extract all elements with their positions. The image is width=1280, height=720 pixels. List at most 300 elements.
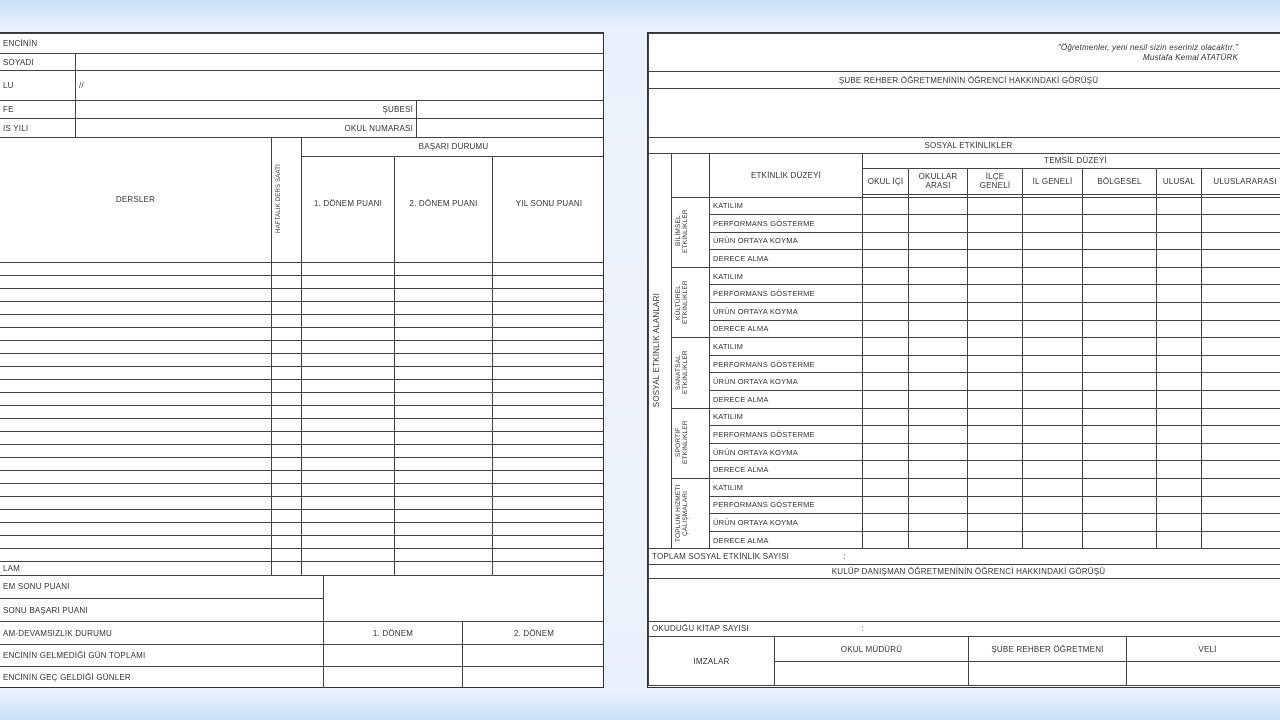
grade-cell bbox=[302, 366, 395, 379]
activity-level-cell bbox=[968, 232, 1023, 250]
category-cell bbox=[672, 479, 710, 549]
activity-level-cell bbox=[968, 303, 1023, 321]
activity-level-cell bbox=[863, 338, 909, 356]
guidance-signature bbox=[969, 662, 1127, 686]
grade-cell bbox=[272, 327, 302, 340]
activity-level-cell bbox=[909, 338, 968, 356]
activity-level-cell bbox=[1157, 373, 1202, 391]
activity-level-cell bbox=[1083, 232, 1157, 250]
grade-cell bbox=[302, 405, 395, 418]
grade-row bbox=[0, 353, 604, 366]
activity-row bbox=[649, 285, 1280, 303]
activity-level-cell bbox=[863, 303, 909, 321]
grade-cell bbox=[272, 366, 302, 379]
attendance-term1: 1. DÖNEM bbox=[324, 622, 463, 645]
activity-level-cell bbox=[1202, 514, 1280, 532]
category-header-blank bbox=[672, 154, 710, 197]
activity-level-cell bbox=[1202, 267, 1280, 285]
activity-level-cell bbox=[1083, 496, 1157, 514]
activity-level-cell bbox=[1157, 514, 1202, 532]
activity-level-cell bbox=[1083, 408, 1157, 426]
activity-level-cell bbox=[863, 479, 909, 497]
grade-cell bbox=[395, 262, 493, 275]
activity-level-cell bbox=[968, 373, 1023, 391]
late-term1 bbox=[324, 667, 463, 689]
activity-row bbox=[649, 426, 1280, 444]
activity-name: KATILIM bbox=[710, 197, 863, 215]
grade-cell bbox=[272, 496, 302, 509]
activity-level-cell bbox=[1083, 320, 1157, 338]
activity-level-cell bbox=[968, 461, 1023, 479]
grade-cell bbox=[493, 353, 605, 366]
activity-level-cell bbox=[1157, 531, 1202, 549]
grade-cell bbox=[302, 379, 395, 392]
social-body bbox=[649, 154, 1280, 549]
activity-level-cell bbox=[909, 232, 968, 250]
grade-cell bbox=[0, 444, 272, 457]
activity-name: KATILIM bbox=[710, 479, 863, 497]
activity-level-cell bbox=[1083, 426, 1157, 444]
grade-cell bbox=[302, 392, 395, 405]
grade-cell bbox=[0, 327, 272, 340]
activity-level-cell bbox=[863, 250, 909, 268]
activity-level-cell bbox=[968, 250, 1023, 268]
activity-level-cell bbox=[1023, 514, 1083, 532]
grade-cell bbox=[493, 535, 605, 548]
activity-level-cell bbox=[1083, 355, 1157, 373]
representation-level-4: BÖLGESEL bbox=[1083, 168, 1157, 194]
activity-row bbox=[649, 303, 1280, 321]
representation-header: TEMSİL DÜZEYİ bbox=[863, 154, 1280, 168]
grade-cell bbox=[302, 483, 395, 496]
club-title: KULÜP DANIŞMAN ÖĞRETMENİNİN ÖĞRENCİ HAKKINDAKİ GÖRÜŞÜ bbox=[649, 564, 1280, 578]
activity-level-cell bbox=[1202, 373, 1280, 391]
activity-level-cell bbox=[1157, 338, 1202, 356]
activity-level-cell bbox=[1083, 267, 1157, 285]
activity-row bbox=[649, 267, 1280, 285]
absent-term1 bbox=[324, 645, 463, 667]
activity-row bbox=[649, 408, 1280, 426]
grade-row bbox=[0, 392, 604, 405]
social-activities-title: SOSYAL ETKİNLİKLER bbox=[649, 138, 1280, 154]
activity-name: KATILIM bbox=[710, 267, 863, 285]
grade-cell bbox=[302, 275, 395, 288]
activity-level-cell bbox=[1023, 215, 1083, 233]
grade-cell bbox=[0, 496, 272, 509]
activity-level-cell bbox=[1023, 250, 1083, 268]
representation-level-6: ULUSLARARASI bbox=[1202, 168, 1280, 194]
activity-level-cell bbox=[863, 496, 909, 514]
activity-name: DERECE ALMA bbox=[710, 320, 863, 338]
activity-level-cell bbox=[968, 285, 1023, 303]
student-info-table bbox=[0, 33, 604, 138]
grade-cell bbox=[302, 314, 395, 327]
activity-level-cell bbox=[863, 426, 909, 444]
grade-cell bbox=[272, 340, 302, 353]
grade-row bbox=[0, 457, 604, 470]
activity-level-cell bbox=[1023, 355, 1083, 373]
late-days-label: ENCİNİN GEÇ GELDİĞİ GÜNLER bbox=[0, 667, 324, 689]
grade-cell bbox=[302, 353, 395, 366]
absent-term2 bbox=[463, 645, 605, 667]
activity-level-cell bbox=[863, 461, 909, 479]
grades-table bbox=[0, 138, 604, 576]
grade-cell bbox=[395, 405, 493, 418]
grade-cell bbox=[395, 522, 493, 535]
activity-level-cell bbox=[1023, 373, 1083, 391]
activity-level-cell bbox=[1202, 426, 1280, 444]
activity-level-cell bbox=[1157, 461, 1202, 479]
grade-cell bbox=[395, 457, 493, 470]
activity-row bbox=[649, 461, 1280, 479]
grade-cell bbox=[493, 548, 605, 561]
activity-row bbox=[649, 514, 1280, 532]
activity-level-cell bbox=[1157, 267, 1202, 285]
grade-cell bbox=[272, 522, 302, 535]
grade-cell bbox=[493, 457, 605, 470]
books-label: OKUDUĞU KİTAP SAYISI bbox=[652, 624, 749, 634]
grade-cell bbox=[0, 379, 272, 392]
areas-label: SOSYAL ETKİNLİK ALANLARI bbox=[652, 293, 661, 408]
areas-cell bbox=[649, 154, 672, 549]
grade-row bbox=[0, 301, 604, 314]
right-report-page bbox=[647, 32, 1280, 688]
grade-cell bbox=[0, 431, 272, 444]
student-header: ENCİNİN bbox=[0, 34, 604, 54]
category-cell bbox=[672, 267, 710, 337]
grade-cell bbox=[0, 340, 272, 353]
activity-level-cell bbox=[1023, 320, 1083, 338]
branch-value bbox=[417, 101, 605, 119]
activity-level-cell bbox=[1202, 303, 1280, 321]
activity-level-cell bbox=[1202, 320, 1280, 338]
activity-level-cell bbox=[968, 479, 1023, 497]
signatures-label: İMZALAR bbox=[649, 637, 775, 686]
grade-cell bbox=[302, 496, 395, 509]
activity-name: DERECE ALMA bbox=[710, 391, 863, 409]
grades-total-label: LAM bbox=[0, 561, 272, 575]
activity-level-cell bbox=[1023, 338, 1083, 356]
grade-cell bbox=[493, 483, 605, 496]
activity-level-cell bbox=[968, 426, 1023, 444]
grade-cell bbox=[302, 301, 395, 314]
activity-name: ÜRÜN ORTAYA KOYMA bbox=[710, 232, 863, 250]
grade-cell bbox=[0, 483, 272, 496]
grade-cell bbox=[493, 314, 605, 327]
grade-cell bbox=[302, 535, 395, 548]
activity-level-cell bbox=[1023, 461, 1083, 479]
activity-level-cell bbox=[1083, 285, 1157, 303]
activity-name: PERFORMANS GÖSTERME bbox=[710, 355, 863, 373]
activity-level-cell bbox=[909, 250, 968, 268]
grade-row bbox=[0, 535, 604, 548]
grade-row bbox=[0, 275, 604, 288]
score-value bbox=[324, 576, 605, 622]
activity-row bbox=[649, 232, 1280, 250]
weekly-hours-header bbox=[272, 138, 302, 262]
books-sep: : bbox=[861, 624, 864, 634]
grade-cell bbox=[395, 431, 493, 444]
grade-cell bbox=[0, 457, 272, 470]
late-term2 bbox=[463, 667, 605, 689]
grade-cell bbox=[272, 431, 302, 444]
activity-row bbox=[649, 320, 1280, 338]
activity-level-cell bbox=[909, 443, 968, 461]
grade-cell bbox=[395, 470, 493, 483]
left-report-page bbox=[0, 32, 604, 688]
activity-name: KATILIM bbox=[710, 338, 863, 356]
activity-level-cell bbox=[1202, 443, 1280, 461]
activity-level-cell bbox=[1202, 531, 1280, 549]
activity-level-header: ETKİNLİK DÜZEYİ bbox=[710, 154, 863, 197]
grade-cell bbox=[0, 470, 272, 483]
total-cell bbox=[395, 561, 493, 575]
school-number-value bbox=[417, 119, 605, 138]
total-social-sep: : bbox=[843, 552, 846, 562]
grade-cell bbox=[272, 379, 302, 392]
activity-level-cell bbox=[1157, 479, 1202, 497]
grade-cell bbox=[272, 392, 302, 405]
activity-row bbox=[649, 355, 1280, 373]
activity-level-cell bbox=[1202, 461, 1280, 479]
activity-level-cell bbox=[968, 267, 1023, 285]
activity-level-cell bbox=[1202, 391, 1280, 409]
grade-row bbox=[0, 314, 604, 327]
activity-level-cell bbox=[909, 197, 968, 215]
activity-level-cell bbox=[863, 215, 909, 233]
grade-cell bbox=[395, 379, 493, 392]
grade-cell bbox=[272, 548, 302, 561]
grade-row bbox=[0, 262, 604, 275]
activity-level-cell bbox=[909, 267, 968, 285]
activity-level-cell bbox=[1157, 285, 1202, 303]
activity-level-cell bbox=[863, 443, 909, 461]
activity-name: DERECE ALMA bbox=[710, 531, 863, 549]
grade-cell bbox=[395, 483, 493, 496]
grade-cell bbox=[0, 509, 272, 522]
activity-name: DERECE ALMA bbox=[710, 461, 863, 479]
activity-level-cell bbox=[1202, 285, 1280, 303]
success-header: BAŞARI DURUMU bbox=[302, 138, 605, 156]
grade-cell bbox=[0, 288, 272, 301]
activity-level-cell bbox=[968, 514, 1023, 532]
grade-cell bbox=[395, 288, 493, 301]
activity-level-cell bbox=[1083, 215, 1157, 233]
total-social-row bbox=[649, 549, 1280, 564]
activity-level-cell bbox=[1023, 391, 1083, 409]
grade-cell bbox=[0, 418, 272, 431]
term2-header: 2. DÖNEM PUANI bbox=[395, 156, 493, 262]
activity-level-cell bbox=[968, 338, 1023, 356]
grade-cell bbox=[272, 470, 302, 483]
attendance-table bbox=[0, 576, 604, 689]
activity-level-cell bbox=[909, 373, 968, 391]
grade-cell bbox=[272, 535, 302, 548]
grade-row bbox=[0, 470, 604, 483]
activity-level-cell bbox=[863, 267, 909, 285]
grade-cell bbox=[0, 275, 272, 288]
activity-level-cell bbox=[1023, 197, 1083, 215]
activity-level-cell bbox=[968, 197, 1023, 215]
category-cell bbox=[672, 197, 710, 267]
grade-cell bbox=[272, 275, 302, 288]
grade-cell bbox=[302, 327, 395, 340]
grade-cell bbox=[272, 301, 302, 314]
grade-cell bbox=[493, 418, 605, 431]
guidance-title: ŞUBE REHBER ÖĞRETMENİNİN ÖĞRENCİ HAKKINDAKİ GÖRÜŞÜ bbox=[649, 72, 1280, 89]
grade-cell bbox=[395, 418, 493, 431]
grade-cell bbox=[272, 314, 302, 327]
grade-cell bbox=[395, 275, 493, 288]
school-number-label: OKUL NUMARASI bbox=[76, 119, 417, 138]
term1-header: 1. DÖNEM PUANI bbox=[302, 156, 395, 262]
grade-cell bbox=[0, 314, 272, 327]
principal-label: OKUL MÜDÜRÜ bbox=[775, 637, 969, 662]
activity-level-cell bbox=[863, 232, 909, 250]
activity-row bbox=[649, 479, 1280, 497]
grade-cell bbox=[302, 288, 395, 301]
total-cell bbox=[302, 561, 395, 575]
activity-level-cell bbox=[1157, 232, 1202, 250]
activity-level-cell bbox=[1023, 408, 1083, 426]
grade-cell bbox=[493, 392, 605, 405]
activity-name: ÜRÜN ORTAYA KOYMA bbox=[710, 373, 863, 391]
parent-label: VELİ bbox=[1127, 637, 1280, 662]
activity-level-cell bbox=[1083, 303, 1157, 321]
grade-row bbox=[0, 431, 604, 444]
signatures-table bbox=[648, 637, 1280, 687]
activity-row bbox=[649, 496, 1280, 514]
activity-level-cell bbox=[1023, 531, 1083, 549]
grade-cell bbox=[493, 509, 605, 522]
activity-level-cell bbox=[1083, 373, 1157, 391]
grade-cell bbox=[395, 353, 493, 366]
representation-level-2: İLÇE GENELİ bbox=[968, 168, 1023, 194]
activity-level-cell bbox=[909, 426, 968, 444]
activity-level-cell bbox=[1083, 197, 1157, 215]
guidance-teacher-label: ŞUBE REHBER ÖĞRETMENİ bbox=[969, 637, 1127, 662]
grade-cell bbox=[493, 262, 605, 275]
activity-level-cell bbox=[968, 391, 1023, 409]
grade-row bbox=[0, 522, 604, 535]
activity-level-cell bbox=[909, 285, 968, 303]
grade-cell bbox=[272, 509, 302, 522]
grade-cell bbox=[302, 509, 395, 522]
activity-level-cell bbox=[863, 285, 909, 303]
grade-cell bbox=[272, 288, 302, 301]
activity-level-cell bbox=[1083, 461, 1157, 479]
activity-row bbox=[649, 197, 1280, 215]
activity-level-cell bbox=[863, 514, 909, 532]
attendance-term2: 2. DÖNEM bbox=[463, 622, 605, 645]
activity-level-cell bbox=[1083, 391, 1157, 409]
grade-cell bbox=[272, 405, 302, 418]
grade-cell bbox=[0, 353, 272, 366]
category-name: BİLİMSEL ETKİNLİKLER bbox=[675, 209, 689, 254]
club-opinion-area bbox=[649, 578, 1280, 621]
category-name: SANATSAL ETKİNLİKLER bbox=[675, 350, 689, 394]
quote-text: "Öğretmenler, yeni nesil sizin eseriniz olacaktır." bbox=[1057, 42, 1238, 52]
representation-level-1: OKULLAR ARASI bbox=[909, 168, 968, 194]
grade-cell bbox=[0, 262, 272, 275]
grade-rows bbox=[0, 262, 604, 561]
activity-level-cell bbox=[863, 373, 909, 391]
activity-level-cell bbox=[1023, 267, 1083, 285]
activity-level-cell bbox=[1202, 479, 1280, 497]
grade-cell bbox=[302, 522, 395, 535]
grade-row bbox=[0, 366, 604, 379]
activity-level-cell bbox=[1157, 197, 1202, 215]
activity-level-cell bbox=[1023, 496, 1083, 514]
grade-cell bbox=[302, 470, 395, 483]
grade-cell bbox=[302, 262, 395, 275]
activity-level-cell bbox=[1023, 426, 1083, 444]
activity-level-cell bbox=[1023, 285, 1083, 303]
activity-level-cell bbox=[968, 531, 1023, 549]
grade-cell bbox=[493, 470, 605, 483]
activity-level-cell bbox=[968, 443, 1023, 461]
year-label: IS YILI bbox=[0, 119, 76, 138]
activity-level-cell bbox=[909, 408, 968, 426]
grade-cell bbox=[0, 392, 272, 405]
activity-row bbox=[649, 250, 1280, 268]
term-end-score-label: EM SONU PUANI bbox=[0, 576, 324, 599]
activity-level-cell bbox=[909, 215, 968, 233]
surname-label: SOYADI bbox=[0, 54, 76, 71]
grade-cell bbox=[0, 366, 272, 379]
activity-level-cell bbox=[1202, 197, 1280, 215]
grade-cell bbox=[395, 340, 493, 353]
category-cell bbox=[672, 338, 710, 408]
grade-cell bbox=[272, 418, 302, 431]
courses-header: DERSLER bbox=[0, 138, 272, 262]
activity-level-cell bbox=[1023, 479, 1083, 497]
activity-level-cell bbox=[1083, 479, 1157, 497]
representation-level-5: ULUSAL bbox=[1157, 168, 1202, 194]
activity-level-cell bbox=[863, 391, 909, 409]
activity-level-cell bbox=[1157, 250, 1202, 268]
books-row bbox=[649, 621, 1280, 636]
total-cell bbox=[272, 561, 302, 575]
activity-level-cell bbox=[909, 514, 968, 532]
activity-level-cell bbox=[1157, 303, 1202, 321]
activity-name: PERFORMANS GÖSTERME bbox=[710, 215, 863, 233]
activity-level-cell bbox=[1157, 443, 1202, 461]
quote-author: Mustafa Kemal ATATÜRK bbox=[1142, 52, 1238, 62]
activity-row bbox=[649, 531, 1280, 549]
activity-level-cell bbox=[1202, 232, 1280, 250]
grade-cell bbox=[0, 522, 272, 535]
activity-level-cell bbox=[1202, 408, 1280, 426]
birth-value: // bbox=[76, 71, 605, 101]
total-social-label: TOPLAM SOSYAL ETKİNLİK SAYISI bbox=[652, 552, 790, 562]
grade-row bbox=[0, 327, 604, 340]
activity-level-cell bbox=[909, 355, 968, 373]
category-name: SPORTİF ETKİNLİKLER bbox=[675, 420, 689, 465]
grade-cell bbox=[395, 301, 493, 314]
grade-cell bbox=[493, 301, 605, 314]
grade-cell bbox=[302, 548, 395, 561]
activity-row bbox=[649, 391, 1280, 409]
activity-name: KATILIM bbox=[710, 408, 863, 426]
category-cell bbox=[672, 408, 710, 478]
grade-cell bbox=[493, 340, 605, 353]
total-cell bbox=[493, 561, 605, 575]
activity-level-cell bbox=[968, 496, 1023, 514]
grade-cell bbox=[493, 288, 605, 301]
activity-level-cell bbox=[1083, 531, 1157, 549]
grade-cell bbox=[0, 548, 272, 561]
